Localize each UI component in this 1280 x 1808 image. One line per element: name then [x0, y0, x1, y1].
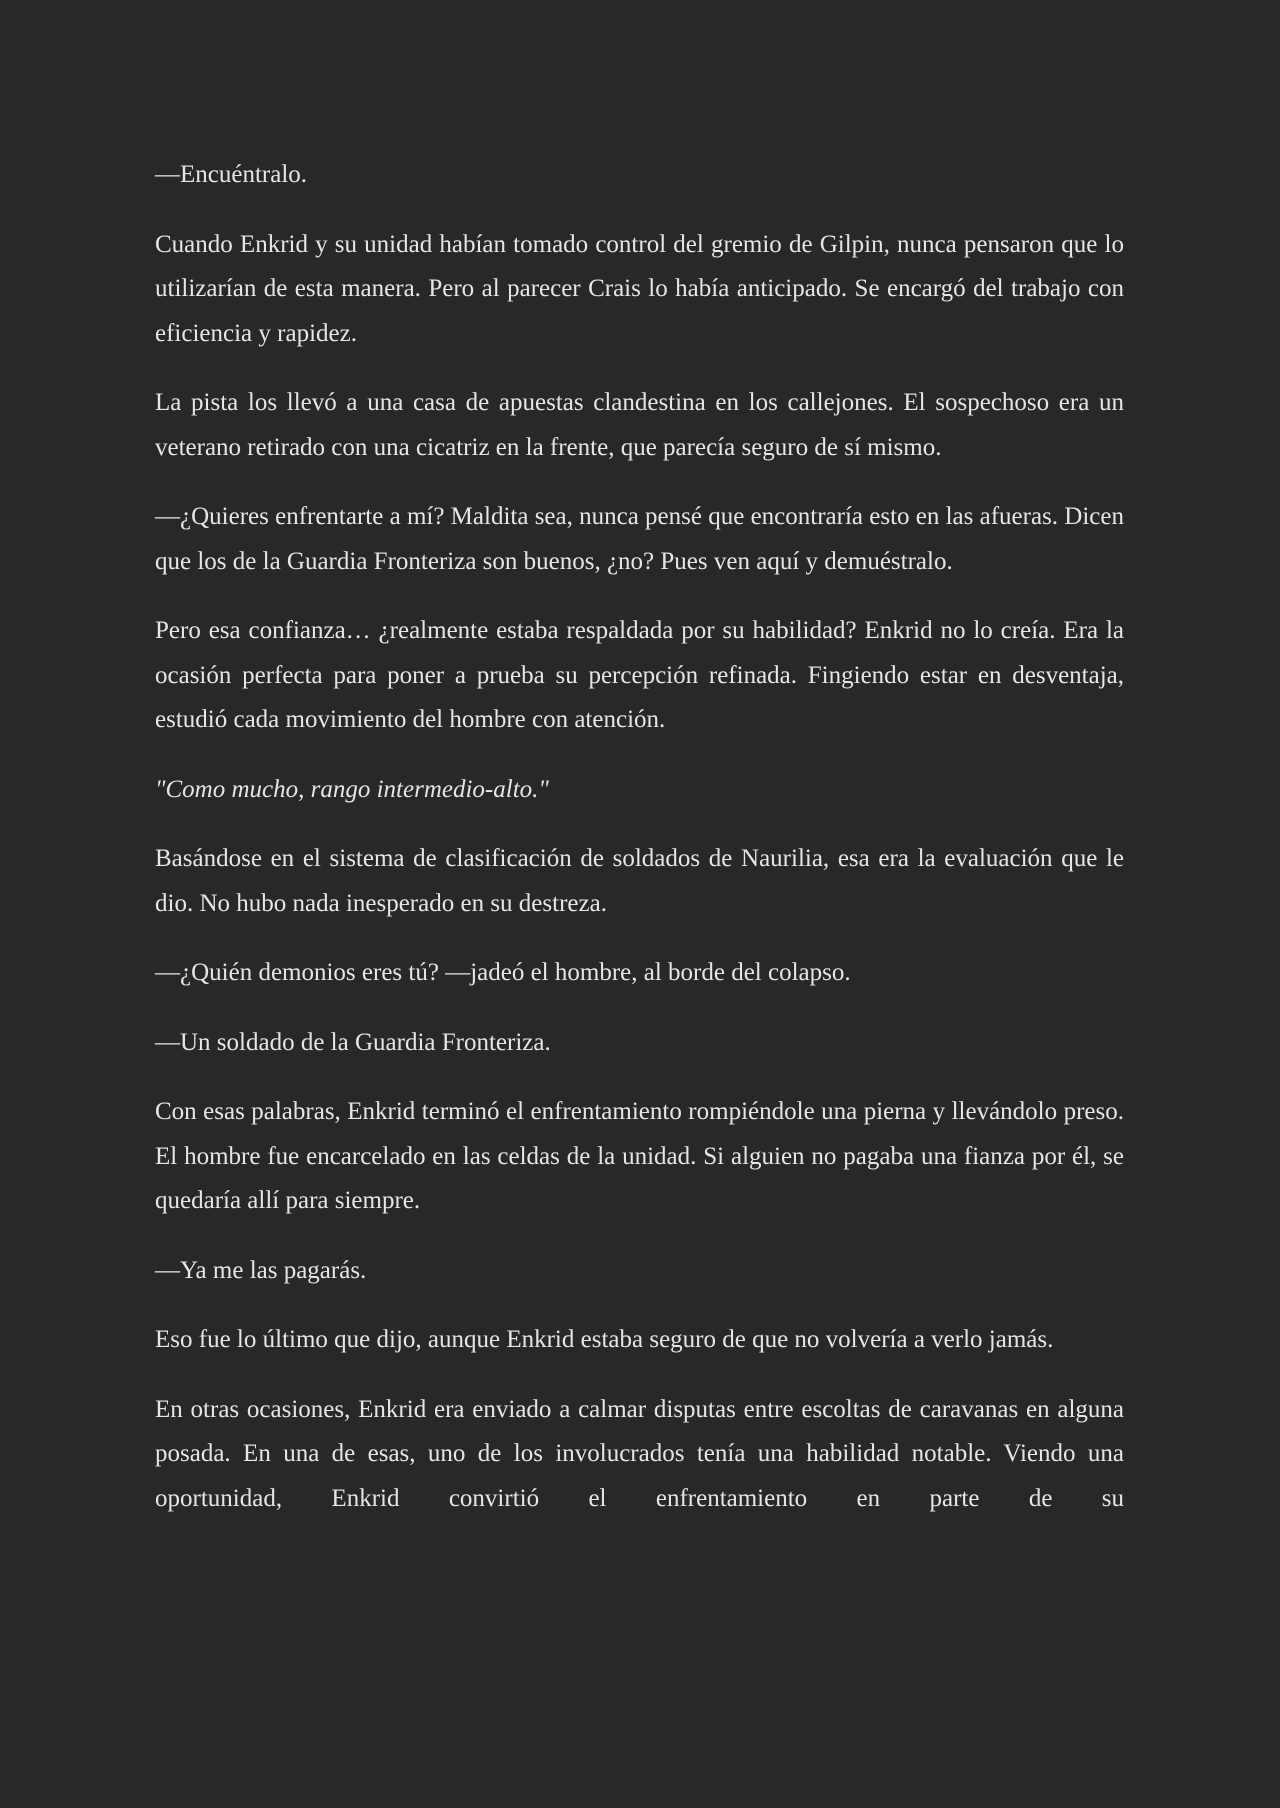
paragraph-9: —Un soldado de la Guardia Fronteriza.: [155, 1028, 551, 1056]
paragraph-3: La pista los llevó a una casa de apuestas clandestina en los callejones. El sospechoso era un veterano retirado con una cicatriz en la frente, que parecía seguro de sí mismo.: [155, 389, 1124, 461]
chapter-text: [155, 153, 1124, 1546]
paragraph-6-thought: "Como mucho, rango intermedio-alto.": [155, 775, 549, 803]
paragraph-8: —¿Quién demonios eres tú? —jadeó el hombre, al borde del colapso.: [155, 959, 851, 986]
paragraph-12: Eso fue lo último que dijo, aunque Enkrid estaba seguro de que no volvería a verlo jamás.: [155, 1326, 1054, 1353]
paragraph-2: Cuando Enkrid y su unidad habían tomado control del gremio de Gilpin, nunca pensaron que lo utilizarían de esta manera. Pero al parecer Crais lo había anticipado. Se encargó del trabajo con eficiencia y rapidez.: [155, 230, 1124, 347]
paragraph-10: Con esas palabras, Enkrid terminó el enfrentamiento rompiéndole una pierna y llevándolo preso. El hombre fue encarcelado en las celdas de la unidad. Si alguien no pagaba una fianza por él, se quedaría allí para siempre.: [155, 1098, 1124, 1214]
paragraph-11: —Ya me las pagarás.: [155, 1256, 367, 1284]
paragraph-5: Pero esa confianza… ¿realmente estaba respaldada por su habilidad? Enkrid no lo creía. Era la ocasión perfecta para poner a prueba su percepción refinada. Fingiendo estar en desventaja, estudió cada movimiento del hombre con atención.: [155, 617, 1124, 733]
paragraph-1: —Encuéntralo.: [155, 161, 308, 188]
paragraph-4: —¿Quieres enfrentarte a mí? Maldita sea, nunca pensé que encontraría esto en las afueras. Dicen que los de la Guardia Fronteriza son buenos, ¿no? Pues ven aquí y demuéstralo.: [155, 503, 1124, 575]
paragraph-13-continued: En otras ocasiones, Enkrid era enviado a calmar disputas entre escoltas de caravanas en alguna posada. En una de esas, uno de los involucrados tenía una habilidad notable. Viendo una oportunidad, Enkrid convirtió el enfrentamiento en parte de su: [155, 1395, 1124, 1512]
paragraph-7: Basándose en el sistema de clasificación de soldados de Naurilia, esa era la evaluación que le dio. No hubo nada inesperado en su destreza.: [155, 845, 1124, 917]
